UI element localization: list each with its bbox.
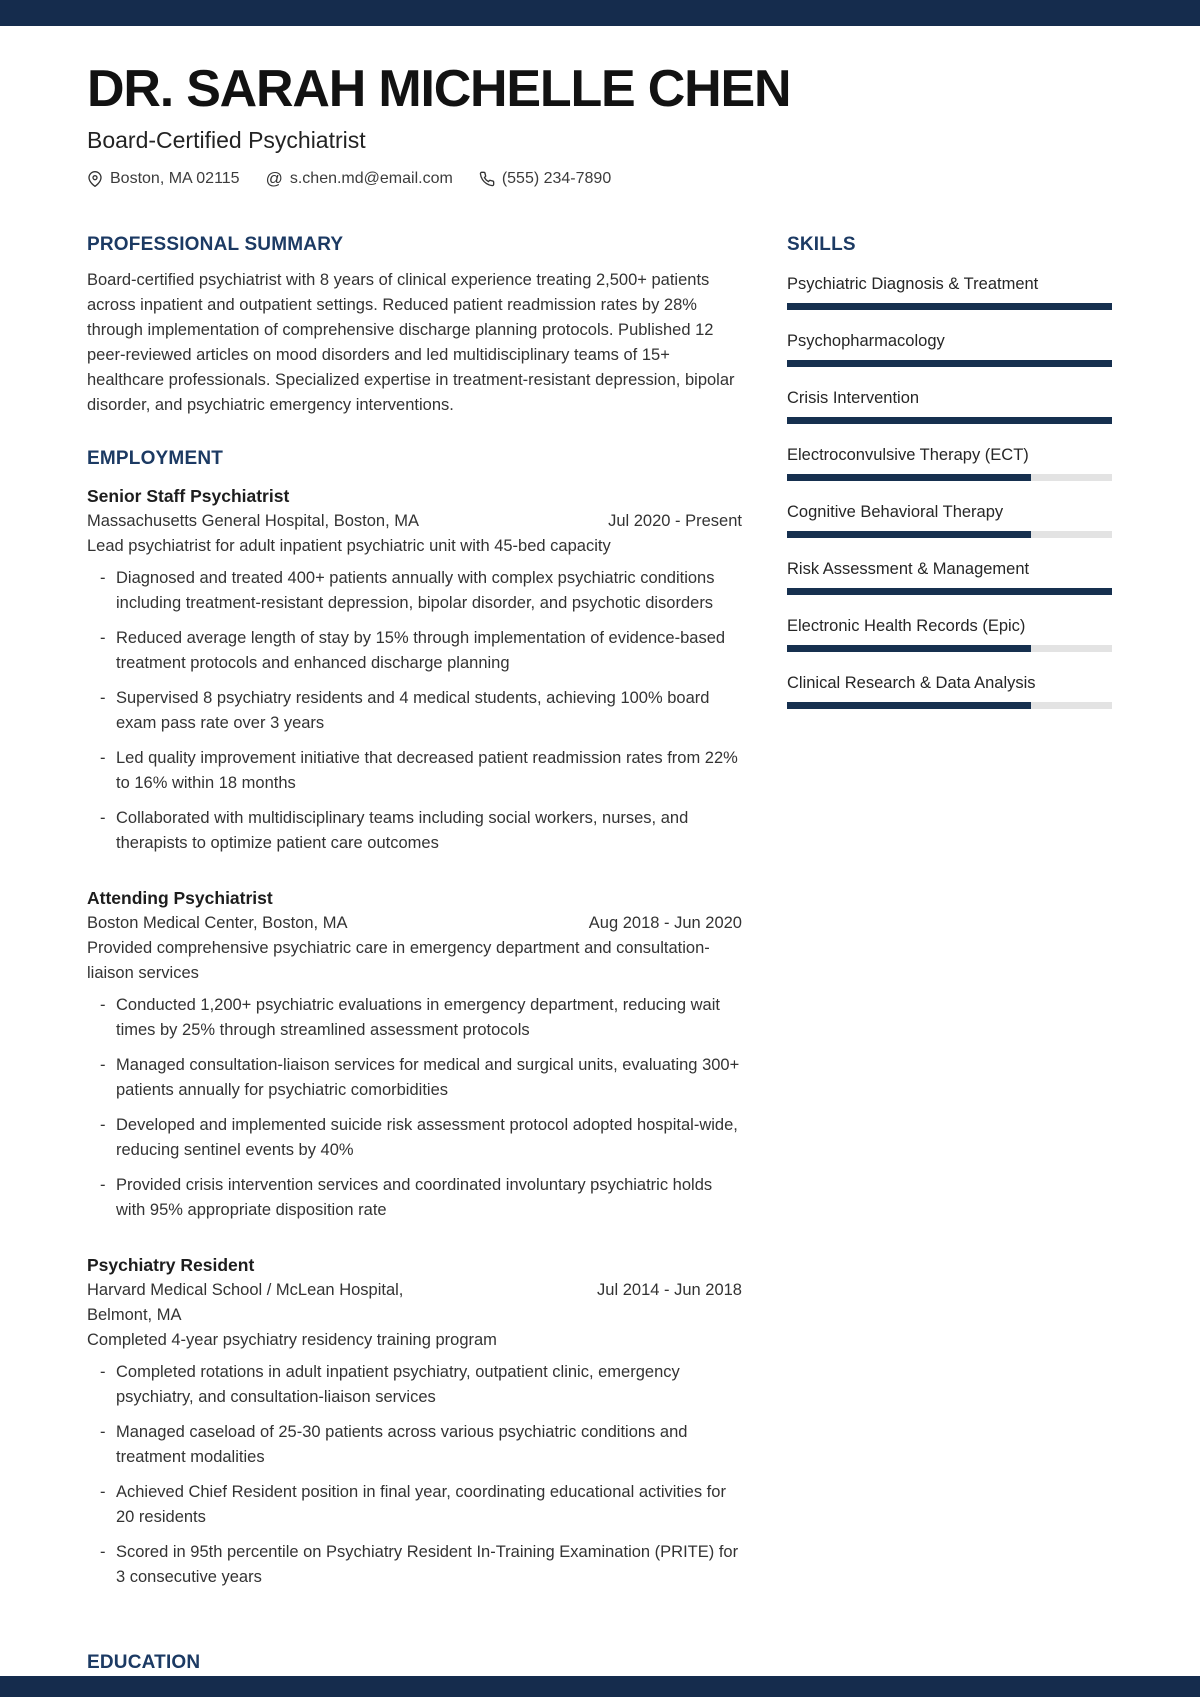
skill-item — [787, 386, 1112, 424]
bullet-text: Managed caseload of 25-30 patients across various psychiatric conditions and treatment modalities — [116, 1422, 688, 1466]
bottom-accent-bar — [0, 1676, 1200, 1697]
bullet-text: Diagnosed and treated 400+ patients annually with complex psychiatric conditions including treatment-resistant depression, bipolar disorder, and psychotic disorders — [116, 568, 715, 612]
bullet-dash: - — [100, 1482, 106, 1501]
bullet-dash: - — [100, 1115, 106, 1134]
skill-bar-fill — [787, 474, 1031, 481]
job-company: Harvard Medical School / McLean Hospital, Belmont, MA — [87, 1280, 404, 1324]
skill-bar-track — [787, 531, 1112, 538]
skill-label: Risk Assessment & Management — [787, 559, 1030, 578]
bullet-item — [87, 746, 742, 796]
at-sign-icon: @ — [265, 169, 283, 189]
skill-bar-track — [787, 417, 1112, 424]
bullet-item — [87, 1360, 742, 1410]
bullet-item — [87, 993, 742, 1043]
bullet-item — [87, 1053, 742, 1103]
skill-bar-fill — [787, 531, 1031, 538]
bullet-item — [87, 686, 742, 736]
bullet-item — [87, 1540, 742, 1590]
bullet-dash: - — [100, 1175, 106, 1194]
job-company: Massachusetts General Hospital, Boston, MA — [87, 511, 419, 530]
skill-label: Cognitive Behavioral Therapy — [787, 502, 1004, 521]
job-entry — [87, 1253, 742, 1590]
skill-label: Electronic Health Records (Epic) — [787, 616, 1026, 635]
bullet-text: Scored in 95th percentile on Psychiatry Resident In-Training Examination (PRITE) for 3 consecutive years — [116, 1542, 739, 1586]
contact-location — [87, 170, 240, 188]
skill-bar-fill — [787, 360, 1112, 367]
bullet-text: Managed consultation-liaison services for medical and surgical units, evaluating 300+ patients annually for psychiatric comorbidities — [116, 1055, 740, 1099]
skill-label: Crisis Intervention — [787, 388, 920, 407]
skill-label: Psychopharmacology — [787, 331, 945, 350]
bullet-text: Led quality improvement initiative that decreased patient readmission rates from 22% to 16% within 18 months — [116, 748, 738, 792]
job-bullets — [87, 1360, 742, 1590]
contact-phone — [479, 170, 611, 188]
skill-bar-fill — [787, 588, 1112, 595]
job-entry — [87, 484, 742, 856]
bullet-dash: - — [100, 628, 106, 647]
skill-item — [787, 671, 1112, 709]
bullet-text: Provided crisis intervention services and coordinated involuntary psychiatric holds with 95% appropriate disposition rate — [116, 1175, 713, 1219]
job-description: Lead psychiatrist for adult inpatient psychiatric unit with 45-bed capacity — [87, 536, 611, 555]
bullet-dash: - — [100, 748, 106, 767]
bullet-item — [87, 626, 742, 676]
job-entry — [87, 886, 742, 1223]
skill-bar-fill — [787, 303, 1112, 310]
person-name: DR. SARAH MICHELLE CHEN — [87, 60, 791, 118]
job-dates: Aug 2018 - Jun 2020 — [588, 913, 742, 932]
bullet-dash: - — [100, 688, 106, 707]
bullet-text: Completed rotations in adult inpatient psychiatry, outpatient clinic, emergency psychiatry, and consultation-liaison services — [116, 1362, 680, 1406]
skill-item — [787, 443, 1112, 481]
phone-icon — [479, 171, 495, 187]
job-title: Senior Staff Psychiatrist — [87, 485, 290, 506]
job-company: Boston Medical Center, Boston, MA — [87, 913, 348, 932]
skill-bar-track — [787, 588, 1112, 595]
bullet-item — [87, 1480, 742, 1530]
header — [87, 62, 1112, 188]
skill-item — [787, 557, 1112, 595]
contact-email — [266, 170, 453, 188]
skill-bar-fill — [787, 417, 1112, 424]
contact-location-text: Boston, MA 02115 — [110, 169, 240, 187]
job-description: Completed 4-year psychiatry residency training program — [87, 1330, 497, 1349]
skill-bar-fill — [787, 702, 1031, 709]
bullet-text: Supervised 8 psychiatry residents and 4 medical students, achieving 100% board exam pass rate over 3 years — [116, 688, 710, 732]
bullet-item — [87, 1173, 742, 1223]
contact-row — [87, 170, 1112, 188]
skill-label: Electroconvulsive Therapy (ECT) — [787, 445, 1029, 464]
summary-heading: PROFESSIONAL SUMMARY — [87, 233, 344, 255]
bullet-dash: - — [100, 1542, 106, 1561]
contact-email-text: s.chen.md@email.com — [289, 169, 453, 187]
main-column — [87, 234, 742, 1686]
skill-label: Psychiatric Diagnosis & Treatment — [787, 274, 1039, 293]
job-bullets — [87, 993, 742, 1223]
skills-heading: SKILLS — [787, 233, 856, 255]
skill-bar-fill — [787, 645, 1031, 652]
employment-heading: EMPLOYMENT — [87, 447, 224, 469]
location-pin-icon — [87, 171, 103, 187]
top-accent-bar — [0, 0, 1200, 26]
skill-label: Clinical Research & Data Analysis — [787, 673, 1036, 692]
skill-bar-track — [787, 303, 1112, 310]
contact-phone-text: (555) 234-7890 — [501, 169, 612, 187]
bullet-text: Conducted 1,200+ psychiatric evaluations in emergency department, reducing wait times by 25% through streamlined assessment protocols — [116, 995, 720, 1039]
skill-item — [787, 272, 1112, 310]
professional-title: Board-Certified Psychiatrist — [87, 126, 366, 153]
skill-bar-track — [787, 702, 1112, 709]
job-dates: Jul 2014 - Jun 2018 — [597, 1280, 742, 1299]
summary-text: Board-certified psychiatrist with 8 years of clinical experience treating 2,500+ patients across inpatient and outpatient settings. Reduced patient readmission rates by 28% through implementation of comprehensive discharge planning protocols. Published 12 peer-reviewed articles on mood disorders and led multidisciplinary teams of 15+ healthcare professionals. Specialized expertise in treatment-resistant depression, bipolar disorder, and psychiatric emergency interventions. — [87, 270, 735, 414]
education-heading: EDUCATION — [87, 1651, 201, 1673]
skill-item — [787, 329, 1112, 367]
job-description: Provided comprehensive psychiatric care in emergency department and consultation-liaison services — [87, 938, 710, 982]
bullet-dash: - — [100, 1362, 106, 1381]
skill-bar-track — [787, 360, 1112, 367]
bullet-item — [87, 806, 742, 856]
bullet-text: Achieved Chief Resident position in final year, coordinating educational activities for 20 residents — [116, 1482, 726, 1526]
skills-sidebar — [787, 234, 1112, 1686]
job-dates: Jul 2020 - Present — [608, 511, 742, 530]
skill-bar-track — [787, 474, 1112, 481]
bullet-dash: - — [100, 1422, 106, 1441]
bullet-dash: - — [100, 808, 106, 827]
bullet-dash: - — [100, 1055, 106, 1074]
bullet-dash: - — [100, 995, 106, 1014]
skill-item — [787, 614, 1112, 652]
bullet-text: Reduced average length of stay by 15% through implementation of evidence-based treatment protocols and enhanced discharge planning — [116, 628, 726, 672]
bullet-dash: - — [100, 568, 106, 587]
bullet-item — [87, 566, 742, 616]
job-title: Attending Psychiatrist — [87, 887, 273, 908]
skill-bar-track — [787, 645, 1112, 652]
job-title: Psychiatry Resident — [87, 1254, 255, 1275]
bullet-text: Collaborated with multidisciplinary teams including social workers, nurses, and therapists to optimize patient care outcomes — [116, 808, 689, 852]
bullet-item — [87, 1113, 742, 1163]
job-bullets — [87, 566, 742, 856]
bullet-text: Developed and implemented suicide risk assessment protocol adopted hospital-wide, reducing sentinel events by 40% — [116, 1115, 738, 1159]
skill-item — [787, 500, 1112, 538]
bullet-item — [87, 1420, 742, 1470]
